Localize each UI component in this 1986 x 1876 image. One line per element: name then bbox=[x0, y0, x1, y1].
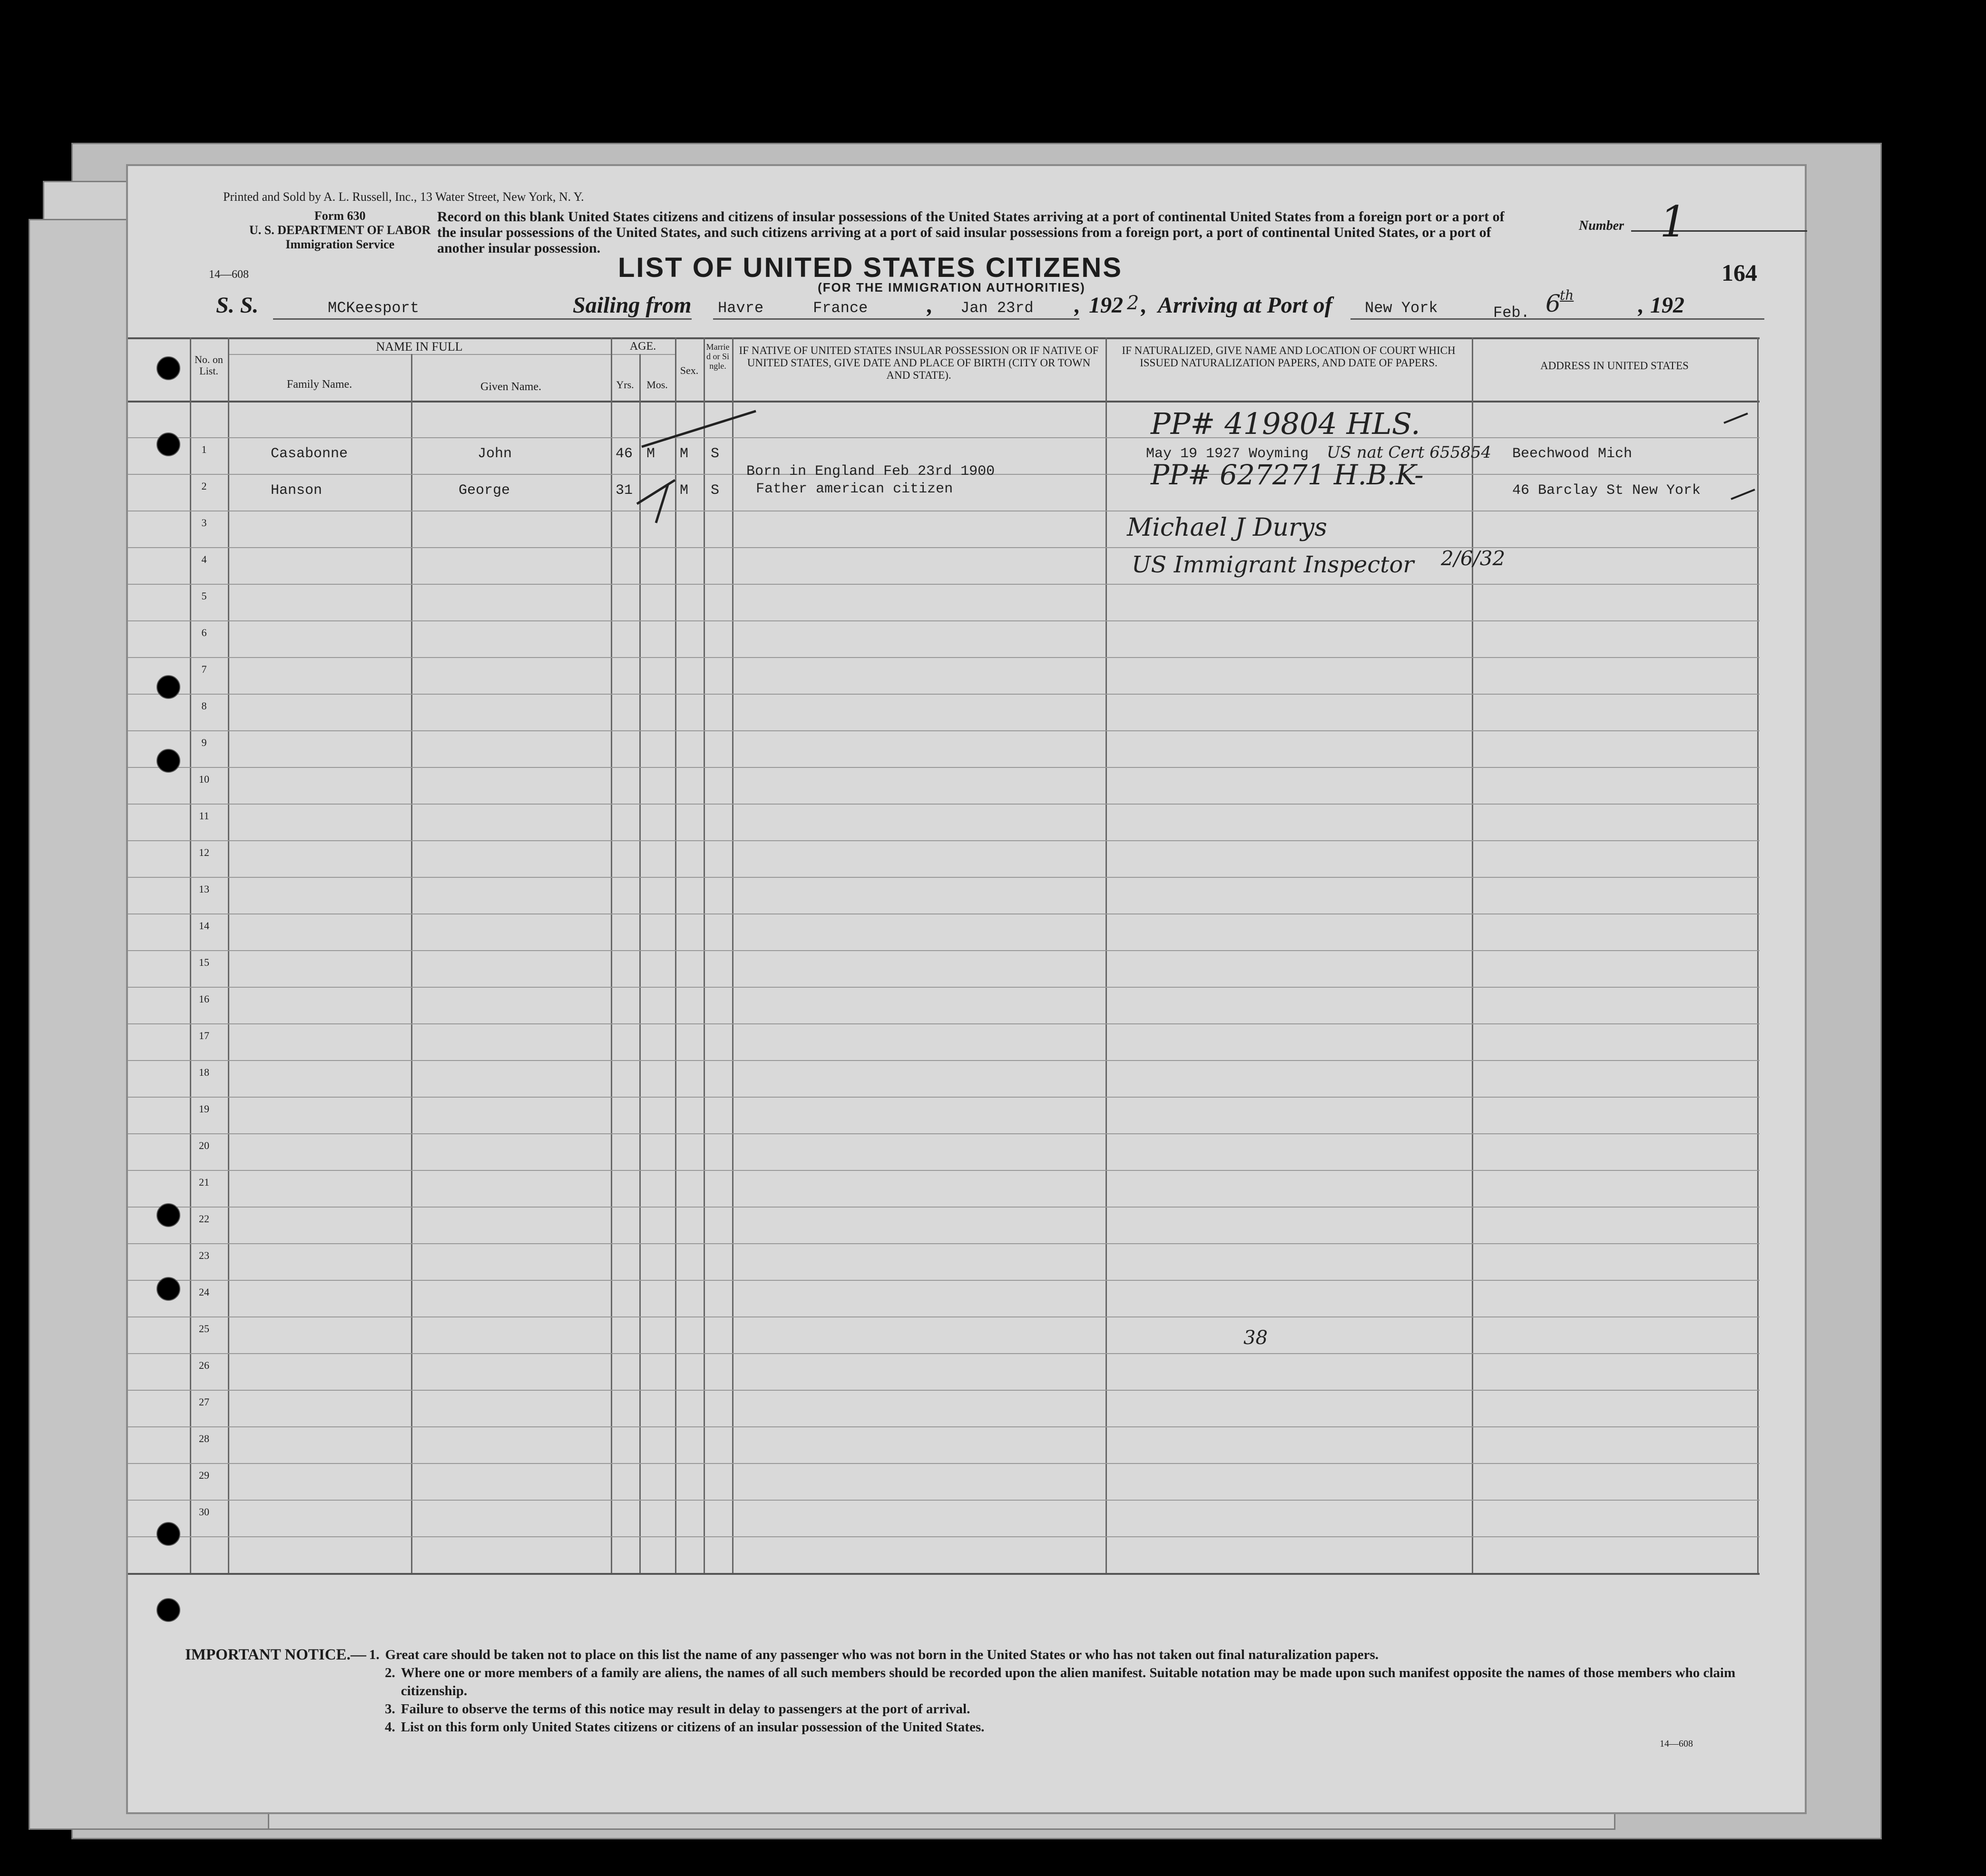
comma-1: , bbox=[927, 293, 933, 318]
row-rule bbox=[128, 437, 1760, 438]
col-rule-9 bbox=[1106, 337, 1107, 1574]
comma-3: , bbox=[1141, 293, 1147, 318]
row-number: 27 bbox=[199, 1396, 209, 1408]
important-notice bbox=[185, 1646, 1755, 1736]
header-mos: Mos. bbox=[646, 379, 668, 391]
row-number: 30 bbox=[199, 1506, 209, 1518]
row-number: 5 bbox=[201, 590, 207, 602]
header-given-name: Given Name. bbox=[480, 381, 541, 393]
header-native-birth: IF NATIVE OF UNITED STATES INSULAR POSSESSION OR IF NATIVE OF UNITED STATES, GIVE DATE AND PLACE OF BIRTH (CITY OR TOWN AND STATE). bbox=[739, 344, 1099, 381]
entry-1-passport: PP# 419804 HLS. bbox=[1151, 406, 1420, 441]
row-rule bbox=[128, 913, 1760, 914]
stray-pencil-mark: 38 bbox=[1243, 1327, 1268, 1349]
row-rule bbox=[128, 1243, 1760, 1244]
notice-item-2 bbox=[185, 1664, 1755, 1700]
row-rule bbox=[128, 987, 1760, 988]
comma-4: , bbox=[1638, 293, 1644, 318]
row-number: 4 bbox=[201, 553, 207, 565]
pen-strokes bbox=[627, 409, 780, 528]
row-number: 15 bbox=[199, 956, 209, 968]
form-instruction: Record on this blank United States citizens and citizens of insular possessions of the United States arriving at a port of continental United States from a foreign port or a port of the insular possessions of the United States, and such citizens arriving at a port of said insular possessions from a foreign port, a port of continental United States, or a port of another insular possession. bbox=[437, 209, 1505, 256]
punch-hole bbox=[157, 1598, 180, 1622]
row-number: 1 bbox=[201, 443, 207, 455]
row-rule bbox=[128, 584, 1760, 585]
row-rule bbox=[128, 767, 1760, 768]
notice-item-3-text: Failure to observe the terms of this notice may result in delay to passengers at the port of arrival. bbox=[401, 1701, 970, 1717]
notice-item-4 bbox=[185, 1718, 1755, 1736]
row-number: 7 bbox=[201, 663, 207, 675]
row-number: 26 bbox=[199, 1359, 209, 1371]
header-family-name: Family Name. bbox=[286, 378, 352, 391]
sailing-underline bbox=[713, 318, 1079, 320]
number-label: Number bbox=[1579, 218, 1624, 233]
row-rule bbox=[128, 1573, 1760, 1575]
entry-1-age-months: M bbox=[646, 446, 655, 462]
row-number: 16 bbox=[199, 993, 209, 1005]
list-number: 1 bbox=[1660, 197, 1687, 247]
arrival-day-suffix: th bbox=[1560, 287, 1574, 303]
notice-heading: IMPORTANT NOTICE.— bbox=[185, 1646, 366, 1663]
row-rule bbox=[128, 1170, 1760, 1171]
punch-hole bbox=[157, 1277, 180, 1301]
entry-1-naturalization-cert: US nat Cert 655854 bbox=[1327, 443, 1492, 462]
row-rule bbox=[128, 840, 1760, 841]
header-address: ADDRESS IN UNITED STATES bbox=[1540, 360, 1689, 372]
service-name: Immigration Service bbox=[285, 237, 395, 251]
row-number: 20 bbox=[199, 1139, 209, 1151]
col-rule-11 bbox=[1757, 337, 1759, 1574]
row-number: 11 bbox=[199, 810, 209, 822]
row-number: 13 bbox=[199, 883, 209, 895]
form-identification bbox=[249, 209, 430, 252]
punch-hole bbox=[157, 432, 180, 456]
notice-item-4-text: List on this form only United States citizens or citizens of an insular possession of the United States. bbox=[401, 1719, 985, 1735]
form-number: Form 630 bbox=[314, 209, 366, 223]
col-rule-2 bbox=[228, 337, 229, 1574]
row-number: 21 bbox=[199, 1176, 209, 1188]
punch-hole bbox=[157, 749, 180, 773]
notice-item-1-text: Great care should be taken not to place on this list the name of any passenger who was not born in the United States or who has not taken out final naturalization papers. bbox=[385, 1647, 1379, 1662]
row-rule bbox=[128, 547, 1760, 548]
notice-form-code: 14—608 bbox=[1660, 1738, 1693, 1749]
row-number: 8 bbox=[201, 700, 207, 712]
entry-2-birth-line-2: Father american citizen bbox=[756, 481, 953, 497]
entry-1-naturalization-date: May 19 1927 Woyming bbox=[1146, 446, 1309, 462]
col-rule-10 bbox=[1472, 337, 1473, 1574]
passenger-table bbox=[128, 337, 1805, 1574]
header-name-in-full: NAME IN FULL bbox=[376, 340, 463, 354]
notice-item-3-number: 3. bbox=[385, 1701, 395, 1717]
entry-1-sex: M bbox=[680, 446, 689, 462]
page-number: 164 bbox=[1722, 259, 1757, 286]
row-number: 6 bbox=[201, 627, 207, 638]
table-top-rule bbox=[128, 337, 1760, 339]
entry-1-given-name: John bbox=[478, 446, 512, 462]
notice-item-3 bbox=[185, 1700, 1755, 1718]
row-number: 23 bbox=[199, 1249, 209, 1261]
row-number: 24 bbox=[199, 1286, 209, 1298]
age-header-rule bbox=[611, 354, 675, 355]
row-number: 3 bbox=[201, 517, 207, 529]
punch-hole bbox=[157, 1522, 180, 1546]
col-rule-5 bbox=[639, 354, 641, 1574]
col-rule-3 bbox=[411, 354, 412, 1574]
punch-hole bbox=[157, 1203, 180, 1227]
entry-2-marital: S bbox=[711, 482, 720, 499]
row-rule bbox=[128, 1133, 1760, 1134]
header-naturalized: IF NATURALIZED, GIVE NAME AND LOCATION OF COURT WHICH ISSUED NATURALIZATION PAPERS, AND DATE OF PAPERS. bbox=[1122, 344, 1456, 369]
sailing-from-label: Sailing from bbox=[573, 293, 692, 318]
row-rule bbox=[128, 804, 1760, 805]
row-rule bbox=[128, 620, 1760, 621]
row-number: 17 bbox=[199, 1030, 209, 1041]
row-number: 25 bbox=[199, 1323, 209, 1335]
row-rule bbox=[128, 1097, 1760, 1098]
header-no-on-list: No. on List. bbox=[195, 354, 223, 377]
entry-1-family-name: Casabonne bbox=[271, 446, 348, 462]
entry-1-age-years: 46 bbox=[616, 446, 633, 462]
row-rule bbox=[128, 1207, 1760, 1208]
sail-date: Jan 23rd bbox=[960, 299, 1034, 317]
row-rule bbox=[128, 877, 1760, 878]
ship-name: MCKeesport bbox=[328, 299, 420, 317]
notice-item-4-number: 4. bbox=[385, 1719, 395, 1735]
notice-item-2-number: 2. bbox=[385, 1665, 395, 1680]
row-number: 12 bbox=[199, 846, 209, 858]
arrival-month: Feb. bbox=[1493, 304, 1530, 322]
row-rule bbox=[128, 1023, 1760, 1024]
citizens-list-form bbox=[126, 164, 1807, 1814]
check-marks bbox=[1722, 409, 1779, 513]
ship-underline bbox=[273, 318, 692, 320]
punch-hole bbox=[157, 356, 180, 380]
sail-year-handwritten: 2 bbox=[1127, 292, 1139, 314]
arrival-year: 192 bbox=[1650, 293, 1684, 318]
inspector-title: US Immigrant Inspector bbox=[1132, 551, 1414, 578]
row-rule bbox=[128, 1536, 1760, 1537]
row-rule bbox=[128, 694, 1760, 695]
sail-year: 192 bbox=[1089, 293, 1123, 318]
row-rule bbox=[128, 1353, 1760, 1354]
notice-item-1-number: 1. bbox=[369, 1647, 380, 1662]
header-sex: Sex. bbox=[680, 364, 699, 376]
row-number: 10 bbox=[199, 773, 209, 785]
header-married-single: Married or Single. bbox=[706, 342, 730, 371]
row-rule bbox=[128, 1500, 1760, 1501]
number-underline bbox=[1631, 230, 1807, 232]
entry-2-age-years: 31 bbox=[616, 482, 633, 499]
row-rule bbox=[128, 1316, 1760, 1317]
notice-item-2-text: Where one or more members of a family are aliens, the names of all such members should be recorded upon the alien manifest. Suitable notation may be made upon such manifest opposite the names of those members who claim citizenship. bbox=[401, 1665, 1736, 1699]
row-rule bbox=[128, 1280, 1760, 1281]
ss-label: S. S. bbox=[216, 293, 259, 318]
inspector-date: 2/6/32 bbox=[1441, 547, 1506, 570]
header-yrs: Yrs. bbox=[616, 379, 634, 391]
from-country: France bbox=[813, 299, 868, 317]
entry-2-given-name: George bbox=[459, 482, 510, 499]
row-number: 29 bbox=[199, 1469, 209, 1481]
row-number: 22 bbox=[199, 1213, 209, 1225]
arriving-underline bbox=[1350, 318, 1764, 320]
row-number: 19 bbox=[199, 1103, 209, 1115]
from-city: Havre bbox=[718, 299, 764, 317]
col-rule-4 bbox=[611, 337, 612, 1574]
entry-1-marital: S bbox=[711, 446, 720, 462]
row-rule bbox=[128, 1463, 1760, 1464]
arriving-label: Arriving at Port of bbox=[1158, 293, 1332, 318]
entry-2-passport: PP# 627271 H.B.K- bbox=[1151, 459, 1424, 491]
department-name: U. S. DEPARTMENT OF LABOR bbox=[249, 223, 431, 237]
entry-2-family-name: Hanson bbox=[271, 482, 323, 499]
entry-2-sex: M bbox=[680, 482, 689, 499]
header-age: AGE. bbox=[629, 340, 656, 353]
row-number: 14 bbox=[199, 920, 209, 932]
entry-2-birth-line-1: Born in England Feb 23rd 1900 bbox=[746, 463, 995, 480]
row-rule bbox=[128, 950, 1760, 951]
printer-line: Printed and Sold by A. L. Russell, Inc., 13 Water Street, New York, N. Y. bbox=[223, 190, 584, 204]
header-bottom-rule bbox=[128, 401, 1760, 403]
row-number: 9 bbox=[201, 737, 207, 748]
punch-hole bbox=[157, 675, 180, 699]
arrival-port: New York bbox=[1365, 299, 1438, 317]
row-rule bbox=[128, 1426, 1760, 1427]
entry-1-address: Beechwood Mich bbox=[1512, 446, 1633, 462]
form-code: 14—608 bbox=[209, 268, 249, 281]
arrival-day: 6 bbox=[1546, 290, 1561, 317]
form-title: LIST OF UNITED STATES CITIZENS bbox=[618, 252, 1123, 283]
row-number: 28 bbox=[199, 1433, 209, 1444]
row-rule bbox=[128, 657, 1760, 658]
name-header-rule bbox=[228, 354, 611, 355]
notice-item-1 bbox=[185, 1646, 1755, 1664]
row-number: 18 bbox=[199, 1066, 209, 1078]
form-subtitle: (FOR THE IMMIGRATION AUTHORITIES) bbox=[818, 280, 1086, 295]
comma-2: , bbox=[1075, 293, 1080, 318]
row-number: 2 bbox=[201, 480, 207, 492]
row-rule bbox=[128, 1390, 1760, 1391]
entry-2-address: 46 Barclay St New York bbox=[1512, 482, 1701, 499]
row-rule bbox=[128, 1060, 1760, 1061]
inspector-signature: Michael J Durys bbox=[1127, 513, 1327, 542]
row-rule bbox=[128, 730, 1760, 731]
